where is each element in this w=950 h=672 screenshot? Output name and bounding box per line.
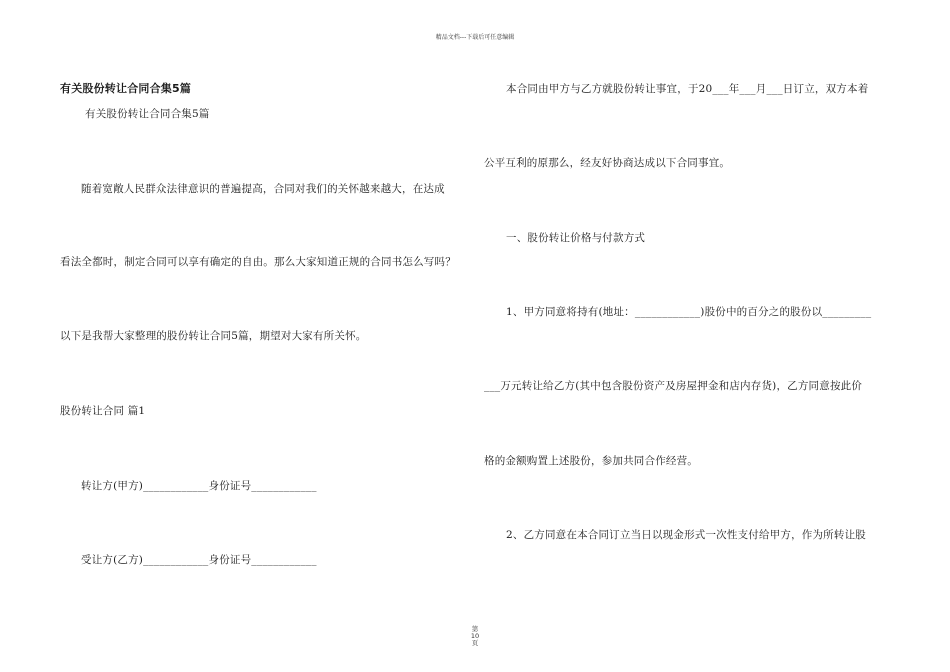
transferor-line: 转让方(甲方)____________身份证号____________ (81, 480, 317, 492)
contract-intro-line-2: 公平互利的原那么，经友好协商达成以下合同事宜。 (484, 157, 731, 169)
intro-paragraph-line-3: 以下是我帮大家整理的股份转让合同5篇，期望对大家有所关怀。 (60, 330, 367, 342)
header-note: 精品文档---下载后可任意编辑 (435, 34, 515, 41)
section-heading: 股份转让合同 篇1 (60, 405, 146, 417)
document-subtitle: 有关股份转让合同合集5篇 (85, 108, 210, 120)
clause-1-line-2: ___万元转让给乙方(其中包含股份资产及房屋押金和店内存货)，乙方同意按此价 (484, 380, 863, 392)
clause-2-line-1: 2、乙方同意在本合同订立当日以现金形式一次性支付给甲方，作为所转让股 (506, 529, 866, 541)
left-column (60, 0, 480, 672)
contract-intro-line-1: 本合同由甲方与乙方就股份转让事宜，于20___年___月___日订立，双方本着 (506, 83, 869, 95)
clause-heading: 一、股份转让价格与付款方式 (506, 232, 646, 244)
transferee-line: 受让方(乙方)____________身份证号____________ (81, 554, 317, 566)
intro-paragraph-line-1: 随着宽敞人民群众法律意识的普遍提高，合同对我们的关怀越来越大，在达成 (81, 183, 445, 195)
intro-paragraph-line-2: 看法全都时，制定合同可以享有确定的自由。那么大家知道正规的合同书怎么写吗？ (60, 256, 456, 268)
document-title: 有关股份转让合同合集5篇 (60, 82, 192, 95)
page-number-value: 10 (470, 632, 480, 640)
page-number (0, 626, 950, 647)
clause-1-line-1: 1、甲方同意将持有(地址：____________)股份中的百分之的股份以_________ (506, 306, 872, 318)
clause-1-line-3: 格的金额购置上述股份，参加共同合作经营。 (484, 455, 698, 467)
right-column (484, 0, 894, 672)
page-prefix: 第 (471, 625, 479, 633)
page-suffix: 页 (471, 639, 479, 647)
